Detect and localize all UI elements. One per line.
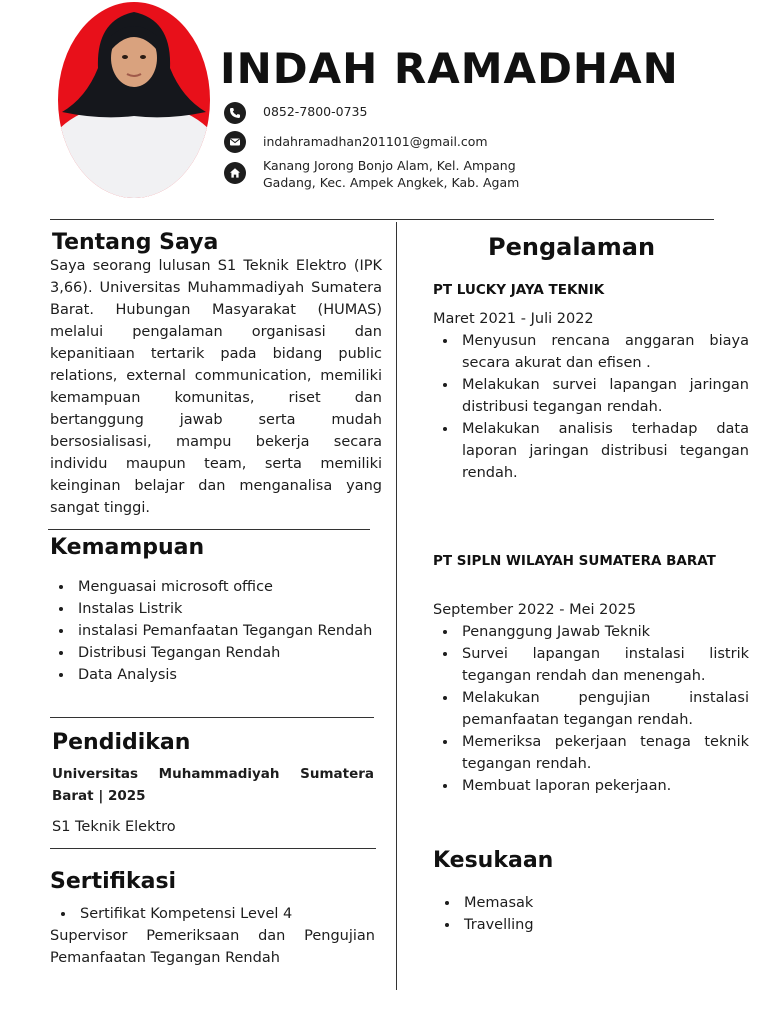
skill-item: • Data Analysis [74,664,418,686]
home-icon [224,162,246,184]
about-divider [48,529,370,530]
skill-item: • instalasi Pemanfaatan Tegangan Rendah [74,620,418,642]
education-divider [50,848,376,849]
phone-number: 0852-7800-0735 [263,104,368,119]
certification-item-rest: Supervisor Pemeriksaan dan Pengujian Pemanfaatan Tegangan Rendah [50,928,375,966]
job-company: PT LUCKY JAYA TEKNIK [433,282,605,298]
about-title: Tentang Saya [52,230,219,255]
education-title: Pendidikan [52,730,191,755]
address-line-1: Kanang Jorong Bonjo Alam, Kel. Ampang [263,158,516,173]
job-task: • Survei lapangan instalasi listrik tegangan rendah dan menengah. [458,643,749,687]
skill-item: • Menguasai microsoft office [74,576,418,598]
mail-icon [224,131,246,153]
address [263,157,519,191]
hobby-item: • Memasak [460,892,660,914]
certification-list [54,903,406,925]
education-school: Universitas Muhammadiyah Sumatera Barat | 2025 [52,766,374,804]
phone-icon [224,102,246,124]
header-divider [50,219,714,220]
skill-item: • Instalas Listrik [74,598,418,620]
job-tasks [436,621,749,797]
profile-photo [58,2,210,198]
certification-title: Sertifikasi [50,869,177,894]
job-task: • Menyusun rencana anggaran biaya secara akurat dan efisen . [458,330,749,374]
address-line-2: Gadang, Kec. Ampek Angkek, Kab. Agam [263,175,520,190]
hobby-item: • Travelling [460,914,660,936]
job-tasks [436,330,749,484]
job-task: • Memeriksa pekerjaan tenaga teknik tegangan rendah. [458,731,749,775]
about-text: Saya seorang lulusan S1 Teknik Elektro (IPK 3,66). Universitas Muhammadiyah Sumatera Barat. Hubungan Masyarakat (HUMAS) melalui pengalaman organisasi dan kepanitiaan tertarik pada bidang public relations, external communication, memiliki kemampuan komunitas, riset dan bertanggung jawab serta mudah bersosialisasi, mampu bekerja secara individu maupun team, serta memiliki keinginan belajar dan menganalisa yang sangat tinggi. [50,258,382,516]
job-period: September 2022 - Mei 2025 [433,602,637,618]
skill-item: • Distribusi Tegangan Rendah [74,642,418,664]
experience-title: Pengalaman [488,233,656,261]
email-address: indahramadhan201101@gmail.com [263,134,488,149]
job-task: • Membuat laporan pekerjaan. [458,775,749,797]
job-task: • Melakukan survei lapangan jaringan distribusi tegangan rendah. [458,374,749,418]
skills-divider [50,717,374,718]
skills-list [52,576,418,686]
job-company: PT SIPLN WILAYAH SUMATERA BARAT [433,553,716,569]
contact-phone [224,102,367,124]
hobbies-title: Kesukaan [433,848,554,873]
certification-item-first-line: • Sertifikat Kompetensi Level 4 [76,903,406,925]
skills-title: Kemampuan [50,535,205,560]
contact-email [224,131,488,153]
full-name: INDAH RAMADHAN [220,44,679,93]
education-degree: S1 Teknik Elektro [52,819,176,835]
job-task: • Melakukan analisis terhadap data laporan jaringan distribusi tegangan rendah. [458,418,749,484]
hobbies-list [438,892,660,936]
job-task: • Penanggung Jawab Teknik [458,621,749,643]
contact-address [224,157,519,191]
job-period: Maret 2021 - Juli 2022 [433,311,594,327]
job-task: • Melakukan pengujian instalasi pemanfaatan tegangan rendah. [458,687,749,731]
